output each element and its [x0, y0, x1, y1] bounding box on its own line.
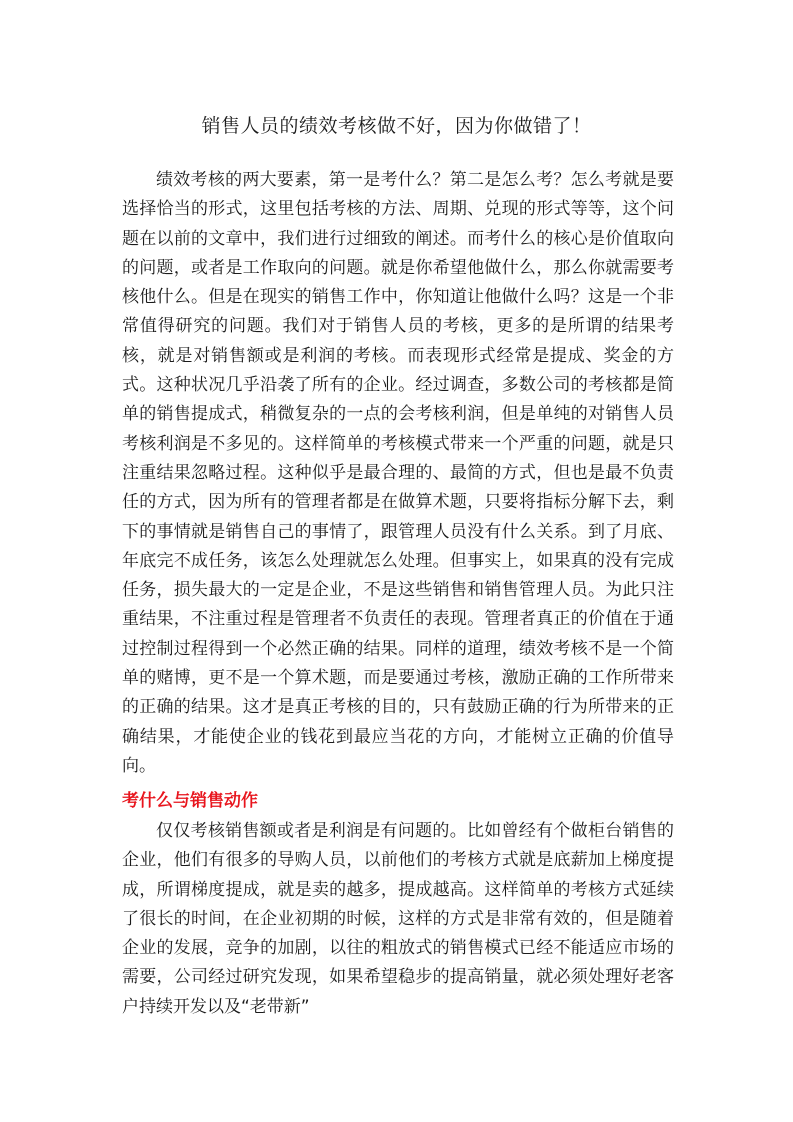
document-title: 销售人员的绩效考核做不好，因为你做错了！: [201, 115, 592, 137]
body-paragraph-2: 仅仅考核销售额或者是利润是有问题的。比如曾经有个做柜台销售的企业，他们有很多的导购人员，以前他们的考核方式就是底薪加上梯度提成，所谓梯度提成，就是卖的越多，提成越高。这样简单的考核方式延续了很长的时间，在企业初期的时候，这样的方式是非常有效的，但是随着企业的发展，竞争的加剧，以往的粗放式的销售模式已经不能适应市场的需要，公司经过研究发现，如果希望稳步的提高销量，就必须处理好老客户持续开发以及“老带新”: [122, 821, 674, 1017]
body-paragraph-1: 绩效考核的两大要素，第一是考什么？第二是怎么考？怎么考就是要选择恰当的形式，这里包括考核的方法、周期、兑现的形式等等，这个问题在以前的文章中，我们进行过细致的阐述。而考什么的核心是价值取向的问题，或者是工作取向的问题。就是你希望他做什么，那么你就需要考核他什么。但是在现实的销售工作中，你知道让他做什么吗？这是一个非常值得研究的问题。我们对于销售人员的考核，更多的是所谓的结果考核，就是对销售额或是利润的考核。而表现形式经常是提成、奖金的方式。这种状况几乎沿袭了所有的企业。经过调查，多数公司的考核都是简单的销售提成式，稍微复杂的一点的会考核利润，但是单纯的对销售人员考核利润是不多见的。这样简单的考核模式带来一个严重的问题，就是只注重结果忽略过程。这种似乎是最合理的、最简的方式，但也是最不负责任的方式，因为所有的管理者都是在做算术题，只要将指标分解下去，剩下的事情就是销售自己的事情了，跟管理人员没有什么关系。到了月底、年底完不成任务，该怎么处理就怎么处理。但事实上，如果真的没有完成任务，损失最大的一定是企业，不是这些销售和销售管理人员。为此只注重结果，不注重过程是管理者不负责任的表现。管理者真正的价值在于通过控制过程得到一个必然正确的结果。同样的道理，绩效考核不是一个简单的赌博，更不是一个算术题，而是要通过考核，激励正确的工作所带来的正确的结果。这才是真正考核的目的，只有鼓励正确的行为所带来的正确结果，才能使企业的钱花到最应当花的方向，才能树立正确的价值导向。: [122, 170, 674, 776]
section-heading: 考什么与销售动作: [122, 791, 258, 811]
